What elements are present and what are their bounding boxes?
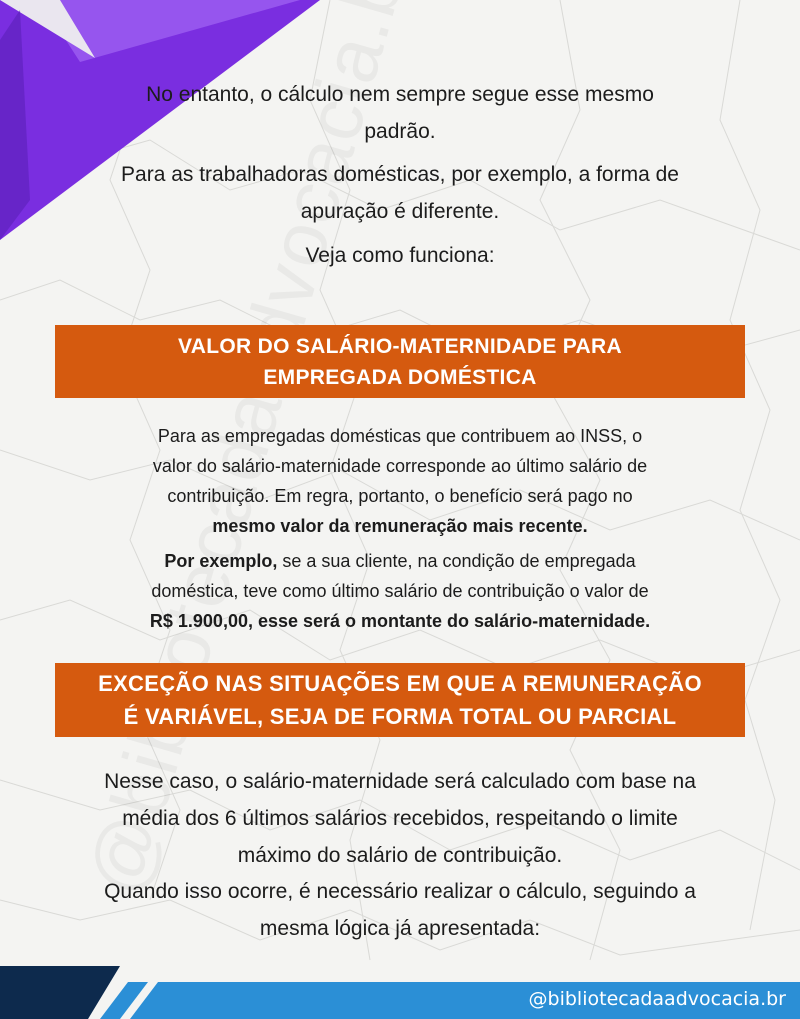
- text-line: padrão.: [364, 120, 436, 143]
- text-line: Quando isso ocorre, é necessário realizar o cálculo, seguindo a: [104, 880, 696, 903]
- intro-paragraph-3: [60, 237, 740, 274]
- intro-paragraph-1: [60, 76, 740, 150]
- section2-paragraph-2: [60, 873, 740, 947]
- text-line: máximo do salário de contribuição.: [237, 844, 563, 867]
- text-line: doméstica, teve como último salário de contribuição o valor de: [151, 581, 649, 601]
- bold-text: Por exemplo,: [164, 551, 278, 571]
- text-line: Nesse caso, o salário-maternidade será calculado com base na: [104, 770, 696, 793]
- text-line: Para as empregadas domésticas que contribuem ao INSS, o: [157, 426, 643, 446]
- bold-text: mesmo valor da remuneração mais recente.: [212, 516, 588, 536]
- heading-line: EXCEÇÃO NAS SITUAÇÕES EM QUE A REMUNERAÇÃO: [98, 671, 702, 696]
- text-line: Para as trabalhadoras domésticas, por exemplo, a forma de: [121, 163, 679, 186]
- heading-line: VALOR DO SALÁRIO-MATERNIDADE PARA: [178, 335, 622, 358]
- footer-handle: @bibliotecadaadvocacia.br: [528, 988, 786, 1010]
- text-line: média dos 6 últimos salários recebidos, respeitando o limite: [122, 807, 678, 830]
- section1-paragraph-2: [95, 546, 705, 636]
- section2-paragraph-1: [60, 763, 740, 874]
- section-heading-variable-pay: [55, 663, 745, 737]
- section-heading-domestic-worker: [55, 325, 745, 398]
- section1-paragraph-1: [95, 421, 705, 541]
- heading-line: É VARIÁVEL, SEJA DE FORMA TOTAL OU PARCIAL: [123, 704, 677, 729]
- bold-text: R$ 1.900,00, esse será o montante do salário-maternidade.: [149, 611, 651, 631]
- intro-paragraph-2: [60, 156, 740, 230]
- text-line: Veja como funciona:: [305, 244, 495, 267]
- text-line: contribuição. Em regra, portanto, o benefício será pago no: [167, 486, 633, 506]
- text-line: valor do salário-maternidade corresponde ao último salário de: [152, 456, 648, 476]
- text-line: No entanto, o cálculo nem sempre segue esse mesmo: [146, 83, 654, 106]
- text-line: mesma lógica já apresentada:: [259, 917, 541, 940]
- heading-line: EMPREGADA DOMÉSTICA: [263, 366, 537, 389]
- text-line: se a sua cliente, na condição de empregada: [277, 551, 636, 571]
- text-line: apuração é diferente.: [300, 200, 500, 223]
